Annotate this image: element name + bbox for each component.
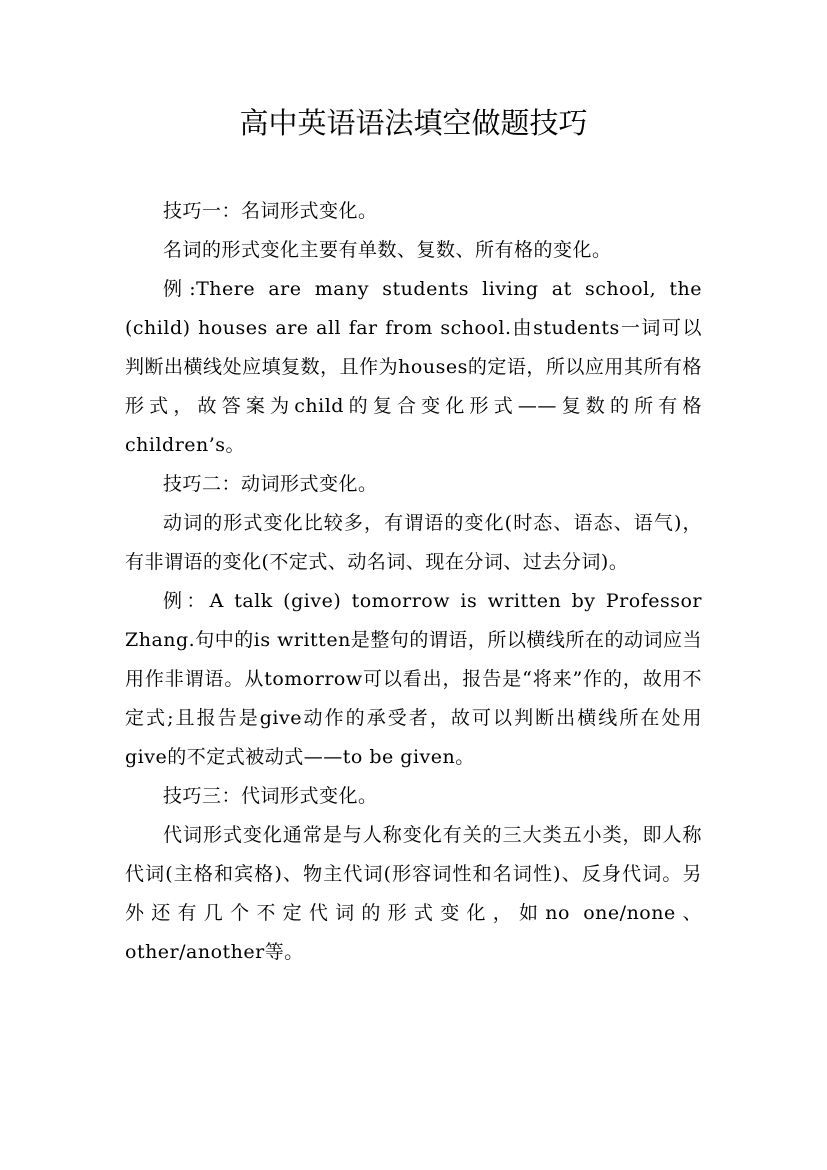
document-body	[125, 192, 702, 972]
paragraph-pronoun-intro: 代词形式变化通常是与人称变化有关的三大类五小类，即人称代词(主格和宾格)、物主代词(形容词性和名词性)、反身代词。另外还有几个不定代词的形式变化，如no one/none、other/another等。	[125, 824, 702, 963]
paragraph-noun-intro: 名词的形式变化主要有单数、复数、所有格的变化。	[163, 239, 612, 261]
paragraph-tip1-heading: 技巧一：名词形式变化。	[163, 200, 378, 222]
paragraph-verb-intro: 动词的形式变化比较多，有谓语的变化(时态、语态、语气)，有非谓语的变化(不定式、动名词、现在分词、过去分词)。	[125, 512, 702, 573]
paragraph-tip3-heading: 技巧三：代词形式变化。	[163, 785, 378, 807]
paragraph-tip2-heading: 技巧二：动词形式变化。	[163, 473, 378, 495]
document-title: 高中英语语法填空做题技巧	[239, 106, 588, 140]
paragraph-noun-example: 例:There are many students living at school, the (child) houses are all far from school.由students一词可以判断出横线处应填复数，且作为houses的定语，所以应用其所有格形式，故答案为child的复合变化形式——复数的所有格children’s。	[125, 278, 702, 456]
paragraph-verb-example: 例：A talk (give) tomorrow is written by Professor Zhang.句中的is written是整句的谓语，所以横线所在的动词应当用作非谓语。从tomorrow可以看出，报告是“将来”作的，故用不定式;且报告是give动作的承受者，故可以判断出横线所在处用give的不定式被动式——to be given。	[125, 590, 702, 768]
